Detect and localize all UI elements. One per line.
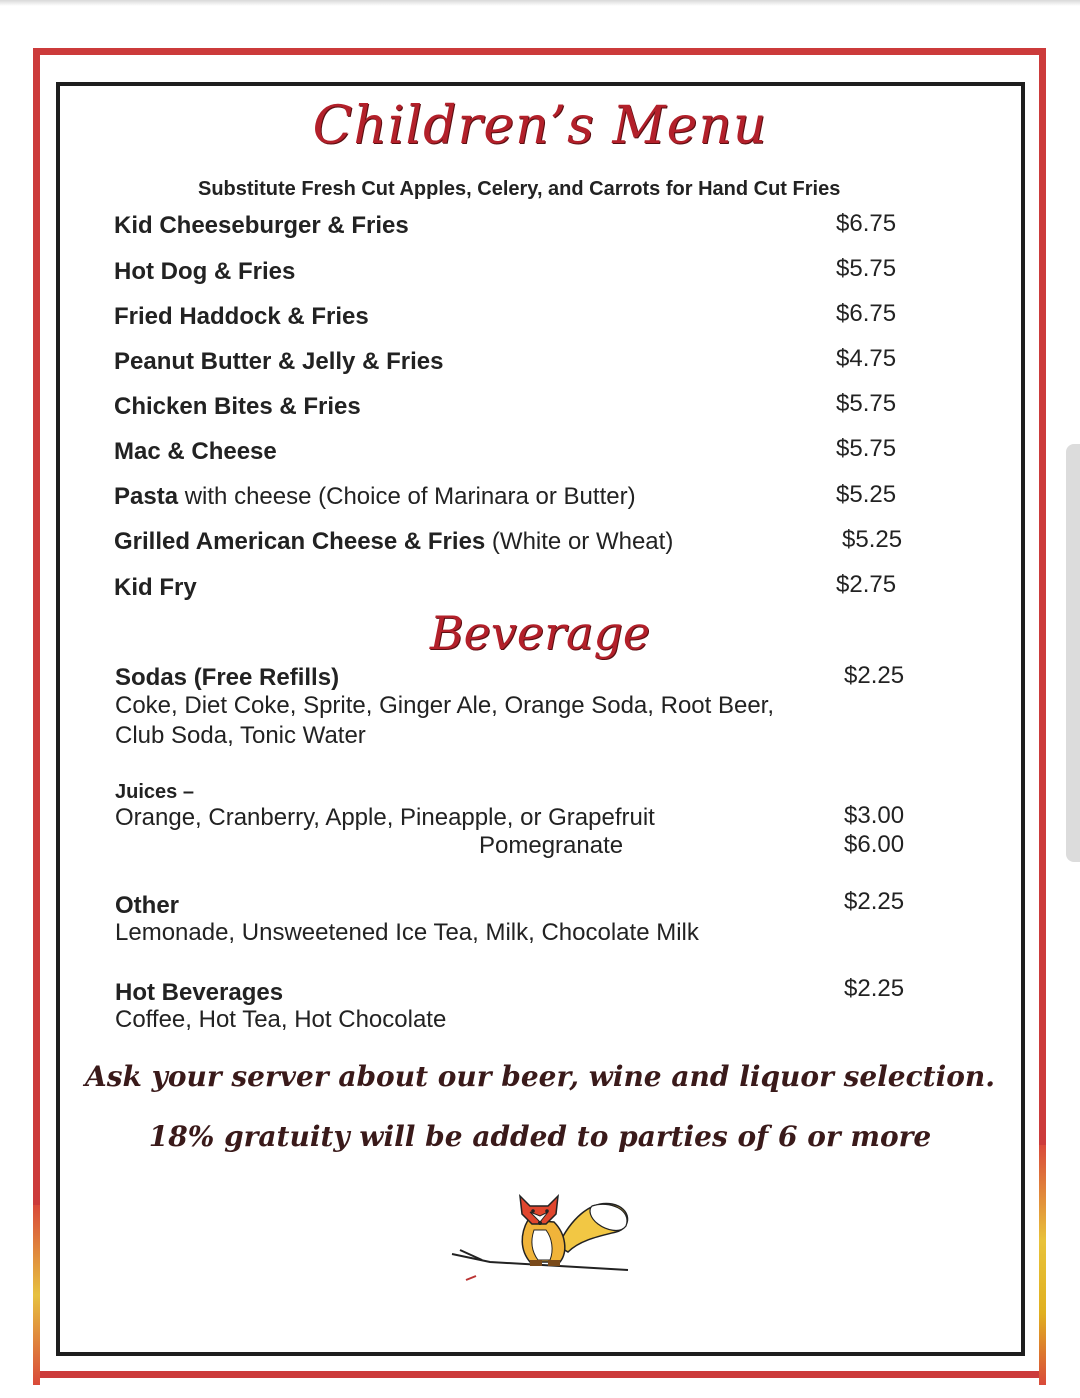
menu-item-price: $6.75 — [836, 210, 897, 237]
menu-item-name: Chicken Bites & Fries — [114, 393, 361, 420]
fox-skiing-icon — [450, 1190, 640, 1290]
menu-item-price: $5.75 — [836, 390, 897, 417]
menu-item-price: $4.75 — [836, 345, 897, 372]
juices-heading: Juices – — [115, 781, 194, 803]
menu-item-name: Kid Fry — [114, 574, 197, 601]
menu-item-price: $5.25 — [836, 481, 897, 508]
other-heading: Other — [115, 892, 180, 919]
menu-item-name: Mac & Cheese — [114, 438, 277, 465]
menu-item-name: Fried Haddock & Fries — [114, 303, 369, 330]
menu-item-name: Pasta — [114, 483, 179, 510]
scan-edge — [0, 0, 1080, 6]
sodas-list-line: Coke, Diet Coke, Sprite, Ginger Ale, Orange Soda, Root Beer, — [115, 692, 775, 719]
pomegranate-price: $6.00 — [844, 831, 905, 858]
hot-beverages-list-line: Coffee, Hot Tea, Hot Chocolate — [115, 1006, 447, 1033]
other-price: $2.25 — [844, 888, 905, 915]
menu-item — [114, 212, 409, 240]
menu-item-price: $6.75 — [836, 300, 897, 327]
beverage-title: Beverage — [429, 606, 651, 660]
menu-item — [114, 438, 277, 466]
menu-item — [114, 303, 369, 331]
sodas-heading: Sodas (Free Refills) — [115, 664, 340, 691]
hot-beverages-heading: Hot Beverages — [115, 979, 284, 1006]
hot-beverages-price: $2.25 — [844, 975, 905, 1002]
menu-title: Children’s Menu — [312, 96, 768, 156]
sodas-price: $2.25 — [844, 662, 905, 689]
menu-item-name: Kid Cheeseburger & Fries — [114, 212, 409, 239]
other-list-line: Lemonade, Unsweetened Ice Tea, Milk, Chocolate Milk — [115, 919, 699, 946]
menu-item — [114, 258, 295, 286]
juices-price: $3.00 — [844, 802, 905, 829]
menu-item-note: with cheese (Choice of Marinara or Butter) — [178, 483, 636, 510]
menu-item — [114, 528, 673, 556]
menu-item — [114, 348, 443, 376]
menu-item — [114, 574, 197, 602]
menu-item-name: Grilled American Cheese & Fries — [114, 528, 486, 555]
sodas-list-line: Club Soda, Tonic Water — [115, 722, 366, 749]
pomegranate-line: Pomegranate — [479, 832, 624, 859]
menu-item — [114, 483, 636, 511]
footer-gratuity-note: 18% gratuity will be added to parties of 6 or more — [148, 1120, 932, 1153]
menu-item — [114, 393, 361, 421]
menu-item-price: $5.75 — [836, 435, 897, 462]
menu-item-note: (White or Wheat) — [485, 528, 674, 555]
menu-item-name: Hot Dog & Fries — [114, 258, 296, 285]
menu-item-price: $5.75 — [836, 255, 897, 282]
juices-list-line: Orange, Cranberry, Apple, Pineapple, or Grapefruit — [115, 804, 655, 831]
footer-alcohol-note: Ask your server about our beer, wine and liquor selection. — [84, 1060, 996, 1093]
menu-item-price: $2.75 — [836, 571, 897, 598]
menu-item-price: $5.25 — [842, 526, 903, 553]
menu-subtitle: Substitute Fresh Cut Apples, Celery, and Carrots for Hand Cut Fries — [198, 178, 841, 200]
menu-item-name: Peanut Butter & Jelly & Fries — [114, 348, 444, 375]
